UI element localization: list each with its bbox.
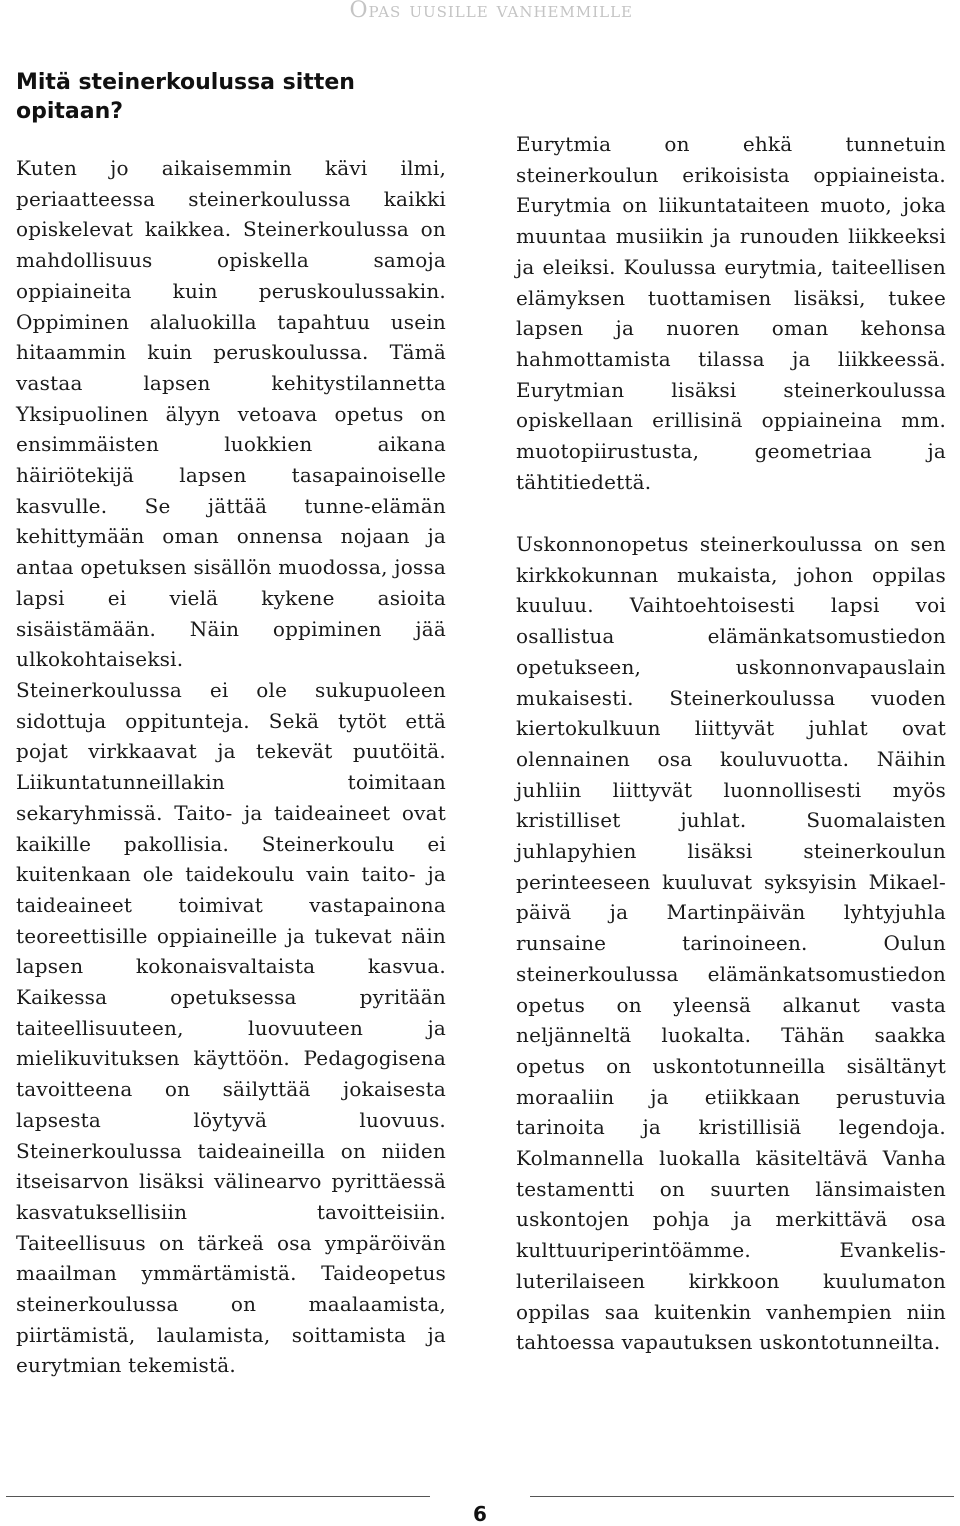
footer-divider-right	[530, 1496, 954, 1497]
page-number: 6	[473, 1502, 487, 1526]
paragraph-arts: Steinerkoulussa ei ole sukupuoleen sidottuja oppitunteja. Sekä tytöt että pojat virkkaavat ja tekevät puutöitä. Liikuntatunneillakin toimitaan sekaryhmissä. Taito- ja taideaineet ovat kaikille pakollisia. Steinerkoulu ei kuitenkaan ole taidekoulu vain taito- ja taideaineet toimivat vastapainona teoreettisille oppiaineille ja tukevat näin lapsen kokonaisvaltaista kasvua. Kaikessa opetuksessa pyritään taiteellisuuteen, luovuuteen ja mielikuvituksen käyttöön. Pedagogisena tavoitteena on säilyttää jokaisesta lapsesta löytyvä luovuus. Steinerkoulussa taideaineilla on niiden itseisarvon lisäksi välinearvo pyrittäessä kasvatuksellisiin tavoitteisiin. Taiteellisuus on tärkeä osa ympäröivän maailman ymmärtämistä. Taideopetus steinerkoulussa on maalaamista, piirtämistä, laulamista, soittamista ja eurytmian tekemistä.	[16, 678, 446, 1378]
footer-divider-left	[6, 1496, 430, 1497]
paragraph-intro: Kuten jo aikaisemmin kävi ilmi, periaatteessa steinerkoulussa kaikki opiskelevat kaikkea. Steinerkoulussa on mahdollisuus opiskella samoja oppiaineita kuin peruskoulussakin. Oppiminen alaluokilla tapahtuu usein hitaammin kuin peruskoulussa. Tämä vastaa lapsen kehitystilannetta Yksipuolinen älyyn vetoava opetus on ensimmäisten luokkien aikana häiriötekijä lapsen tasapainoiselle kasvulle. Se jättää tunne-elämän kehittymään oman onnensa nojaan ja antaa opetuksen sisällön muodossa, jossa lapsi ei vielä kykene asioita sisäistämään. Näin oppiminen jää ulkokohtaiseksi.	[16, 156, 446, 672]
paragraph-religion: Uskonnonopetus steinerkoulussa on sen kirkkokunnan mukaista, johon oppilas kuuluu. Vaihtoehtoisesti lapsi voi osallistua elämänkatsomustiedon opetukseen, uskonnonvapauslain mukaisesti. Steinerkoulussa vuoden kiertokulkuun liittyvät juhlat ovat olennainen osa kouluvuotta. Näihin juhliin liittyvät luonnollisesti myös kristilliset juhlat. Suomalaisten juhlapyhien lisäksi steinerkoulun perinteeseen kuuluvat syksyisin Mikael-päivä ja Martinpäivän lyhtyjuhla runsaine tarinoineen. Oulun steinerkoulussa elämänkatsomustiedon opetus on yleensä alkanut vasta neljänneltä luokalta. Tähän saakka opetus on uskontotunneilla sisältänyt moraaliin ja etiikkaan perustuvia tarinoita ja kristillisiä legendoja. Kolmannella luokalla käsiteltävä Vanha testamentti on suurten länsimaisten uskontojen pohja ja merkittävä osa kulttuuriperintöämme. Evankelis-luterilaiseen kirkkoon kuulumaton oppilas saa kuitenkin vanhempien niin tahtoessa vapautuksen uskontotunneilta.	[516, 532, 946, 1355]
section-heading: Mitä steinerkoulussa sitten opitaan?	[16, 70, 355, 124]
paragraph-eurythmy: Eurytmia on ehkä tunnetuin steinerkoulun erikoisista oppiaineista. Eurytmia on liikuntataiteen muoto, joka muuntaa musiikin ja runouden liikkeeksi ja eleiksi. Koulussa eurytmia, taiteellisen elämyksen tuottamisen lisäksi, tukee lapsen ja nuoren oman kehonsa hahmottamista tilassa ja liikkeessä. Eurytmian lisäksi steinerkoulussa opiskellaan erillisinä oppiaineina mm. muotopiirustusta, geometriaa ja tähtitiedettä.	[516, 132, 946, 494]
running-header: Opas uusille vanhemmille	[349, 0, 633, 23]
